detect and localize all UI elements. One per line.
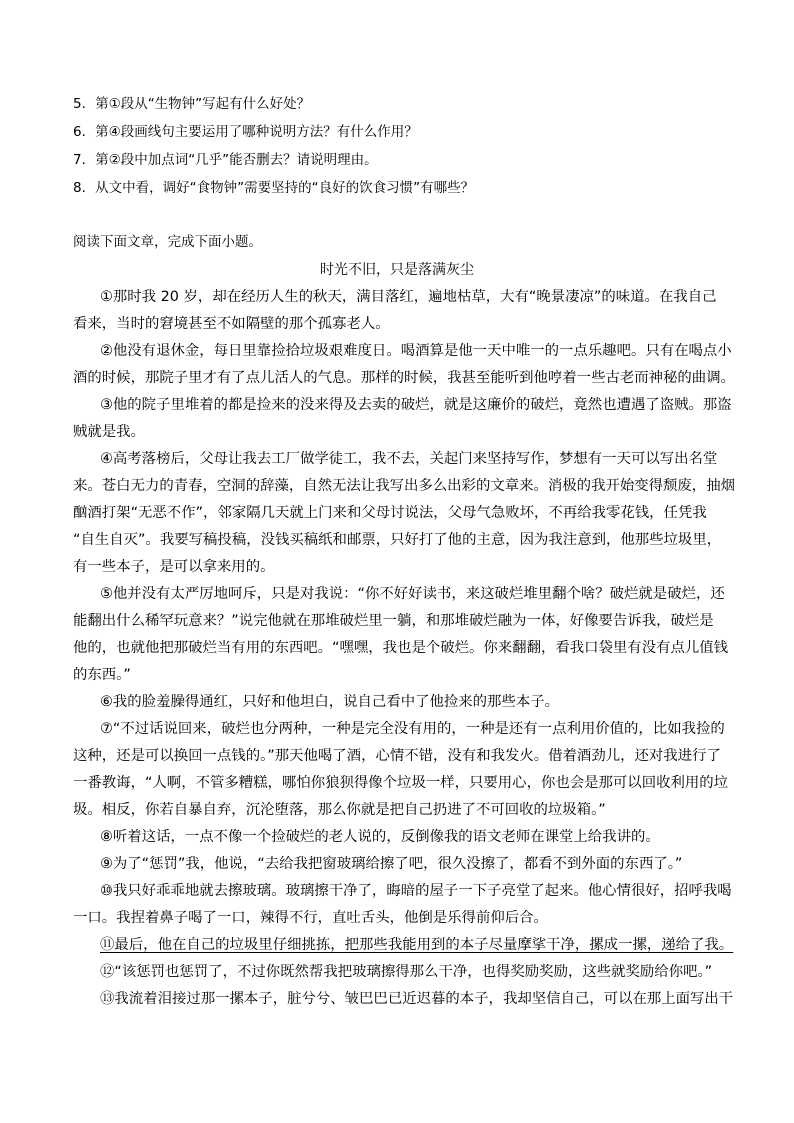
question-5: 5．第①段从“生物钟”写起有什么好处？ <box>73 96 311 112</box>
question-7: 7．第②段中加点词“几乎”能否删去？请说明理由。 <box>73 152 378 168</box>
article-line: ④高考落榜后，父母让我去工厂做学徒工，我不去，关起门来坚持写作，梦想有一天可以写出名堂 <box>100 451 718 467</box>
question-6: 6．第④段画线句主要运用了哪种说明方法？有什么作用？ <box>73 124 418 140</box>
underlined-line: ⑪最后，他在自己的垃圾里仔细挑拣，把那些我能用到的本子尽量摩挲干净，摞成一摞，递给了我。 <box>100 937 734 953</box>
article-line: 贼就是我。 <box>73 424 145 440</box>
article-line: 他的，也就他把那破烂当有用的东西吧。“嘿嘿，我也是个破烂。你来翻翻，看我口袋里有没有点儿值钱 <box>73 640 729 656</box>
article-line: 看来，当时的窘境甚至不如隔壁的那个孤寡老人。 <box>73 316 390 332</box>
article-line: ①那时我 20 岁，却在经历人生的秋天，满目落红，遍地枯草，大有“晚景凄凉”的味道。在我自己 <box>100 289 717 305</box>
article-line: 能翻出什么稀罕玩意来？”说完他就在那堆破烂里一躺，和那堆破烂融为一体，好像要告诉我，破烂是 <box>73 613 714 629</box>
article-line: 有一些本子，是可以拿来用的。 <box>73 559 275 575</box>
article-line: 一番教诲，“人啊，不管多糟糕，哪怕你狼狈得像个垃圾一样，只要用心，你也会是那可以回收利用的垃 <box>73 775 729 791</box>
reading-instruction: 阅读下面文章，完成下面小题。 <box>73 234 262 250</box>
article-line: ⑧听着这话，一点不像一个捡破烂的老人说的，反倒像我的语文老师在课堂上给我讲的。 <box>100 829 660 845</box>
article-line: ⑩我只好乖乖地就去擦玻璃。玻璃擦干净了，晦暗的屋子一下子亮堂了起来。他心情很好，招呼我喝 <box>100 883 732 899</box>
article-line: “自生自灭”。我要写稿投稿，没钱买稿纸和邮票，只好打了他的主意，因为我注意到，他那些垃圾里， <box>73 532 722 548</box>
question-8: 8．从文中看，调好“食物钟”需要坚持的“良好的饮食习惯”有哪些？ <box>73 180 475 196</box>
article-line: 一口。我捏着鼻子喝了一口，辣得不行，直吐舌头，他倒是乐得前仰后合。 <box>73 910 548 926</box>
article-line: 来。苍白无力的青春，空洞的辞藻，自然无法让我写出多么出彩的文章来。消极的我开始变得颓废，抽烟 <box>73 478 735 494</box>
article-line: 的东西。” <box>73 667 131 683</box>
article-line: ⑥我的脸羞臊得通红，只好和他坦白，说自己看中了他捡来的那些本子。 <box>100 694 560 710</box>
article-line: 圾。相反，你若自暴自弃，沉沦堕落，那么你就是把自己扔进了不可回收的垃圾箱。” <box>73 802 606 818</box>
article-title: 时光不旧，只是落满灰尘 <box>320 262 474 278</box>
article-line: ③他的院子里堆着的都是捡来的没来得及去卖的破烂，就是这廉价的破烂，竟然也遭遇了盗贼。那盗 <box>100 397 732 413</box>
article-line: 酗酒打架“无恶不作”，邻家隔几天就上门来和父母讨说法，父母气急败坏，不再给我零花钱，任凭我 <box>73 505 707 521</box>
article-line: ⑨为了“惩罚”我，他说，“去给我把窗玻璃给擦了吧，很久没擦了，都看不到外面的东西了。” <box>100 856 683 872</box>
article-line: 这种，还是可以换回一点钱的。”那天他喝了酒，心情不错，没有和我发火。借着酒劲儿，还对我进行了 <box>73 748 721 764</box>
article-line: ②他没有退休金，每日里靠捡拾垃圾艰难度日。喝酒算是他一天中唯一的一点乐趣吧。只有在喝点小 <box>100 343 732 359</box>
article-line: ⑤他并没有太严厉地呵斥，只是对我说：“你不好好读书，来这破烂堆里翻个啥？破烂就是破烂，还 <box>100 586 725 602</box>
article-line: ⑫“该惩罚也惩罚了，不过你既然帮我把玻璃擦得那么干净，也得奖励奖励，这些就奖励给你吧。” <box>100 964 713 980</box>
article-line: 酒的时候，那院子里才有了点儿活人的气息。那样的时候，我甚至能听到他哼着一些古老而神秘的曲调。 <box>73 370 735 386</box>
article-line: ⑦“不过话说回来，破烂也分两种，一种是完全没有用的，一种是还有一点利用价值的，比如我捡的 <box>100 721 725 737</box>
article-line: ⑬我流着泪接过那一摞本子，脏兮兮、皱巴巴已近迟暮的本子，我却坚信自己，可以在那上面写出干 <box>100 991 734 1007</box>
